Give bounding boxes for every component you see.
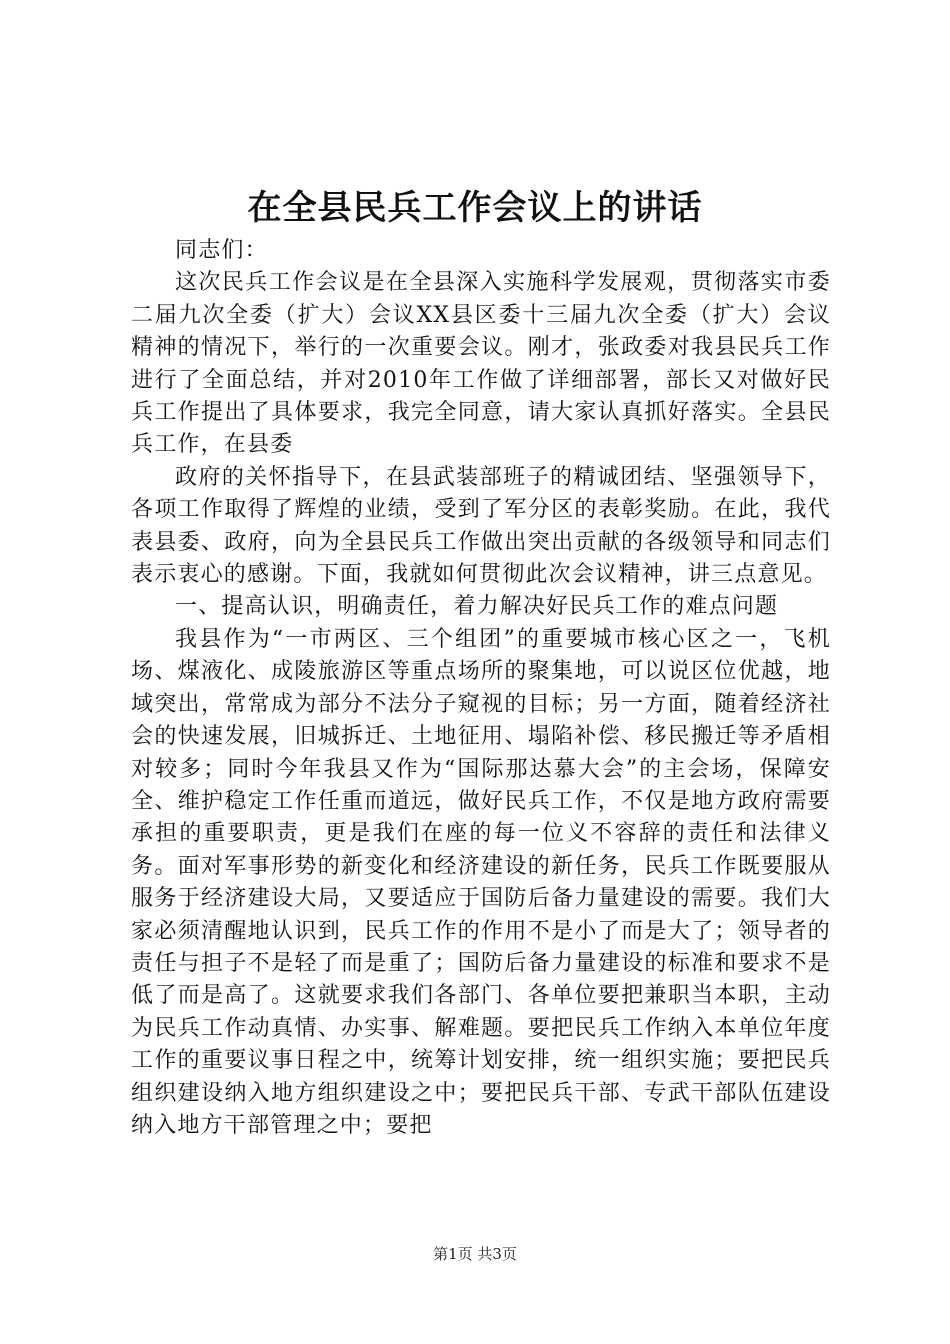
section-heading-1: 一、提高认识，明确责任，着力解决好民兵工作的难点问题: [175, 594, 779, 620]
document-body: [131, 235, 831, 1142]
paragraph-salutation: 同志们：: [175, 238, 268, 263]
document-title: 在全县民兵工作会议上的讲话: [247, 188, 703, 228]
paragraph-2: 政府的关怀指导下，在县武装部班子的精诚团结、坚强领导下，各项工作取得了辉煌的业绩，受到了军分区的表彰奖励。在此，我代表县委、政府，向为全县民兵工作做出突出贡献的各级领导和同志们表示衷心的感谢。下面，我就如何贯彻此次会议精神，讲三点意见。: [131, 464, 831, 588]
paragraph-1: 这次民兵工作会议是在全县深入实施科学发展观，贯彻落实市委二届九次全委（扩大）会议XX县区委十三届九次全委（扩大）会议精神的情况下，举行的一次重要会议。刚才，张政委对我县民兵工作进行了全面总结，并对2010年工作做了详细部署，部长又对做好民兵工作提出了具体要求，我完全同意，请大家认真抓好落实。全县民兵工作，在县委: [131, 270, 831, 458]
page-footer: 第1页 共3页: [433, 1245, 517, 1263]
paragraph-3: 我县作为“一市两区、三个组团”的重要城市核心区之一，飞机场、煤液化、成陵旅游区等重点场所的聚集地，可以说区位优越，地域突出，常常成为部分不法分子窥视的目标；另一方面，随着经济社会的快速发展，旧城拆迁、土地征用、塌陷补偿、移民搬迁等矛盾相对较多；同时今年我县又作为“国际那达慕大会”的主会场，保障安全、维护稳定工作任重而道远，做好民兵工作，不仅是地方政府需要承担的重要职责，更是我们在座的每一位义不容辞的责任和法律义务。面对军事形势的新变化和经济建设的新任务，民兵工作既要服从服务于经济建设大局，又要适应于国防后备力量建设的需要。我们大家必须清醒地认识到，民兵工作的作用不是小了而是大了；领导者的责任与担子不是轻了而是重了；国防后备力量建设的标准和要求不是低了而是高了。这就要求我们各部门、各单位要把兼职当本职，主动为民兵工作动真情、办实事、解难题。要把民兵工作纳入本单位年度工作的重要议事日程之中，统筹计划安排，统一组织实施；要把民兵组织建设纳入地方组织建设之中；要把民兵干部、专武干部队伍建设纳入地方干部管理之中；要把: [131, 626, 831, 1138]
